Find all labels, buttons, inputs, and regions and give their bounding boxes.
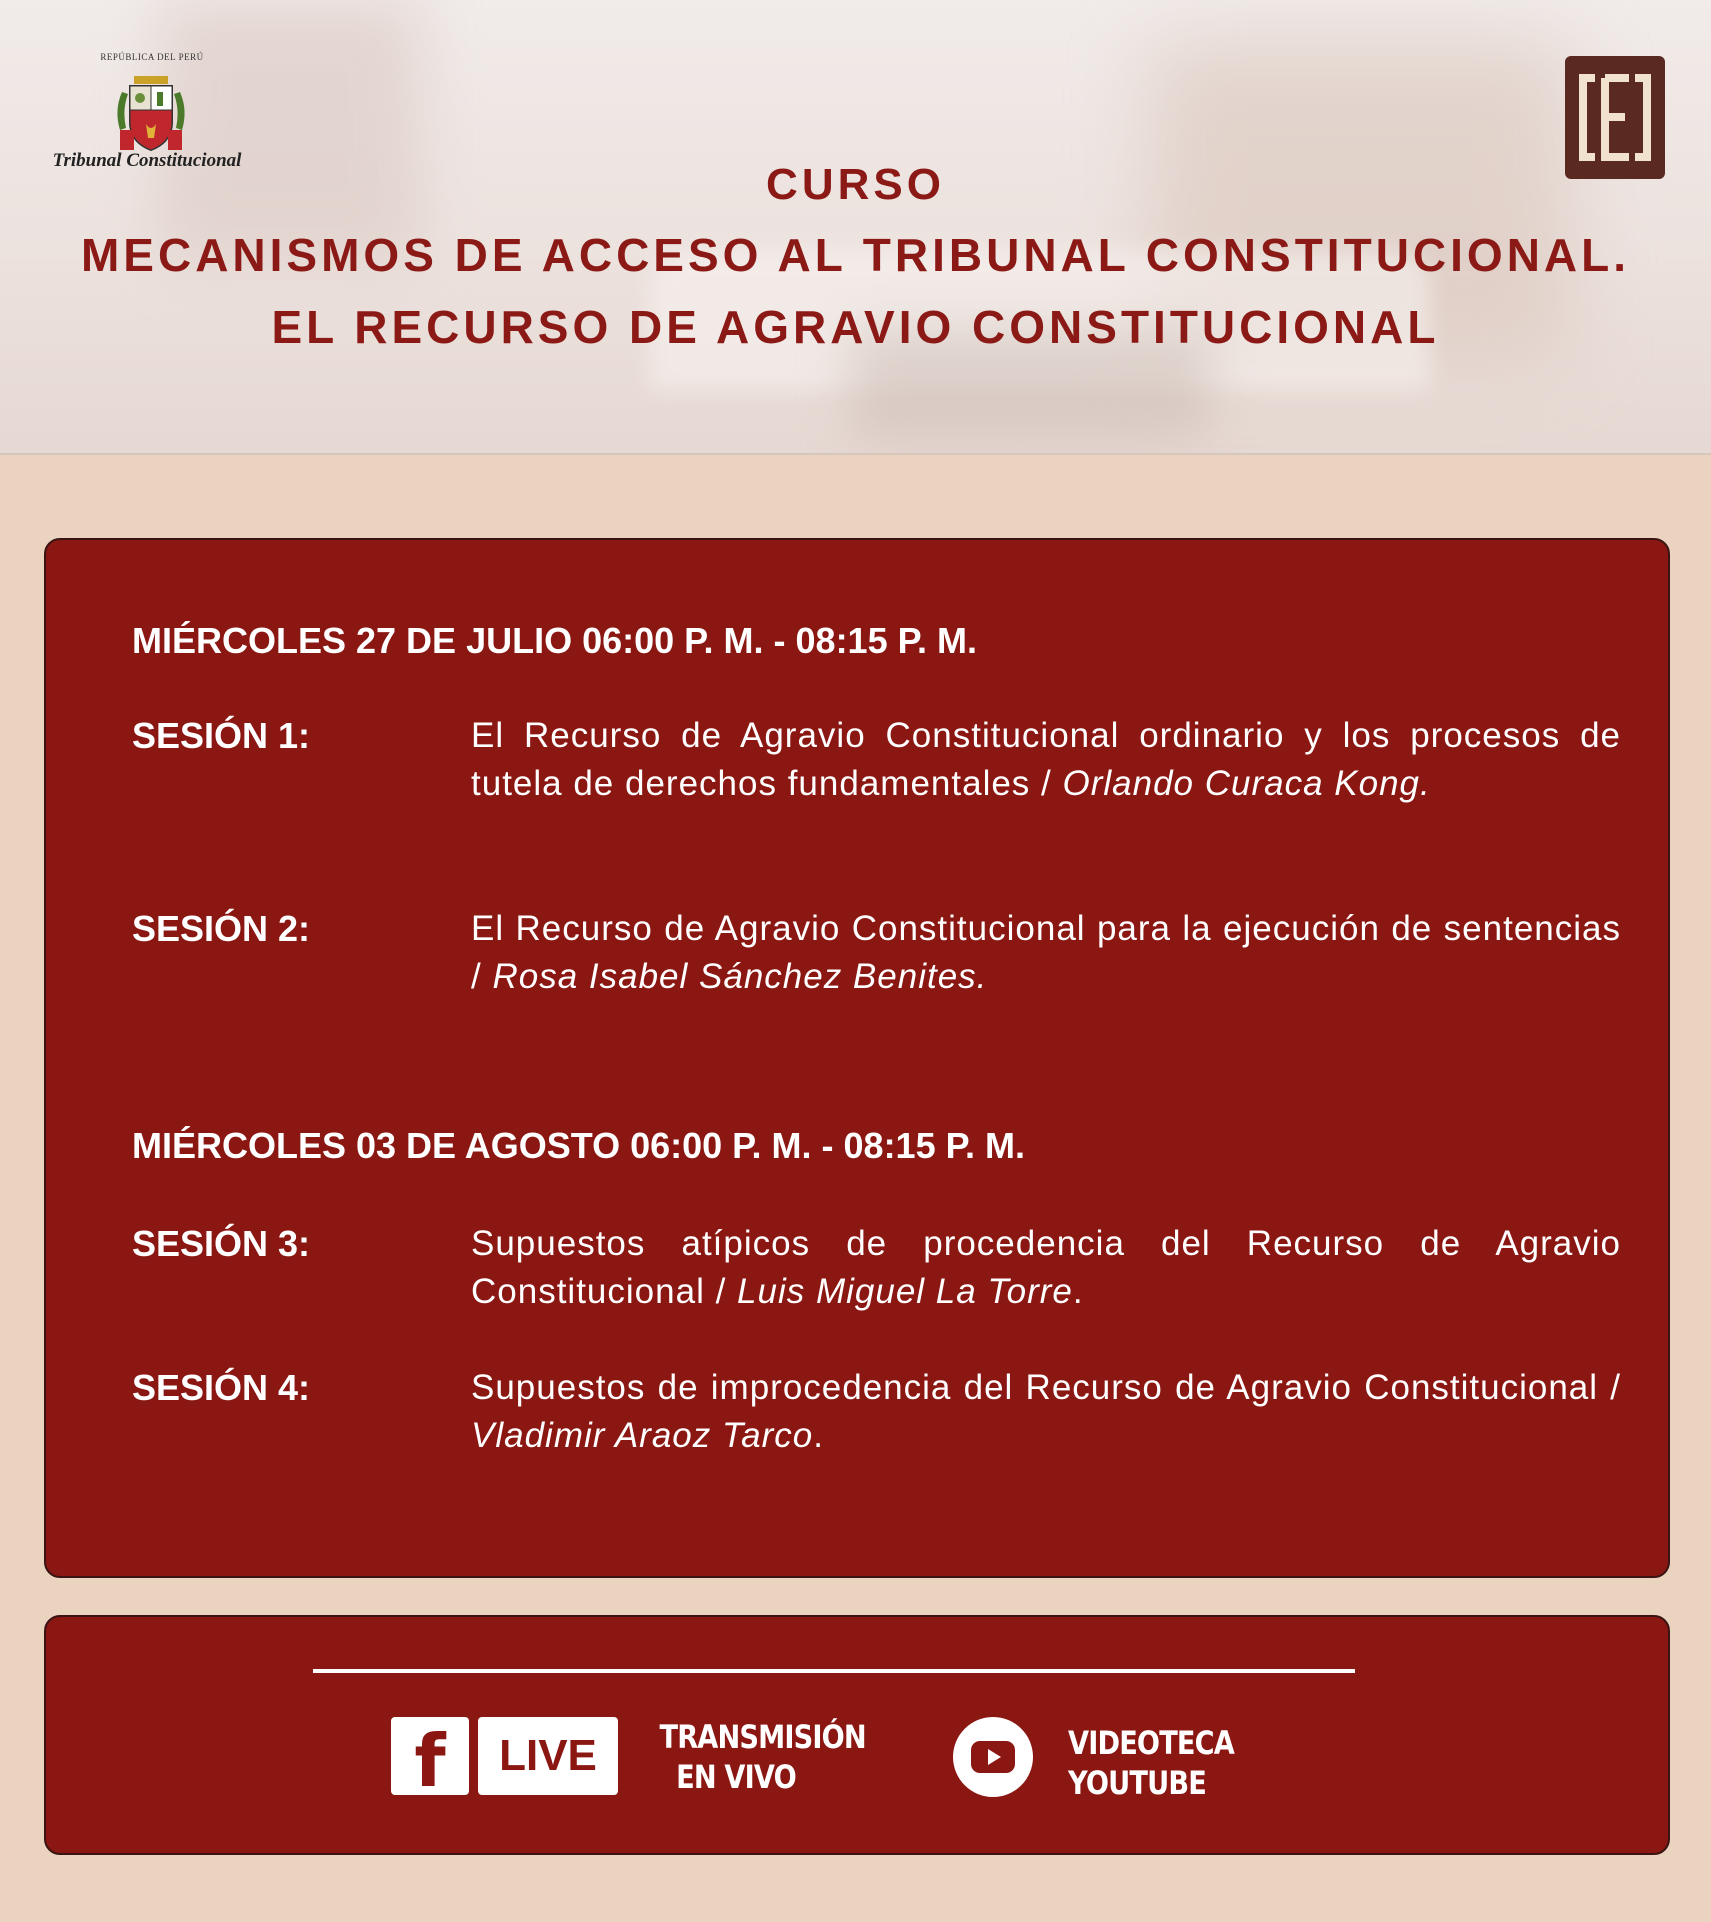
header-banner <box>0 0 1711 455</box>
logo-arc-text: REPÚBLICA DEL PERÚ <box>100 52 204 62</box>
youtube-play-box <box>971 1741 1015 1773</box>
session-description <box>471 1364 1621 1460</box>
course-label: CURSO <box>766 160 945 209</box>
live-stream-line2: EN VIVO <box>676 1758 796 1796</box>
live-stream-line1: TRANSMISIÓN <box>659 1718 866 1756</box>
session-tail: . <box>1072 1272 1084 1311</box>
session-speaker: Luis Miguel La Torre <box>737 1272 1073 1311</box>
session-topic: Supuestos de improcedencia del Recurso de Agravio Constitucional / <box>471 1368 1621 1407</box>
video-library-line1: VIDEOTECA <box>1068 1724 1234 1762</box>
course-title-line1: MECANISMOS DE ACCESO AL TRIBUNAL CONSTITUCIONAL. <box>80 229 1631 281</box>
live-badge[interactable]: LIVE <box>478 1717 618 1795</box>
divider-line <box>313 1669 1355 1673</box>
session-label: SESIÓN 4: <box>132 1367 311 1408</box>
tribunal-constitucional-logo <box>42 52 252 177</box>
session-description <box>471 905 1621 1001</box>
session-topic: El Recurso de Agravio Constitucional para la ejecución de sentencias / <box>471 909 1621 996</box>
facebook-letter: f <box>414 1719 446 1803</box>
session-label: SESIÓN 3: <box>132 1223 311 1264</box>
youtube-icon[interactable] <box>953 1717 1033 1797</box>
live-stream-label <box>659 1717 866 1797</box>
session-speaker: Rosa Isabel Sánchez Benites. <box>492 957 988 996</box>
facebook-icon[interactable] <box>391 1717 469 1803</box>
logo-caption: Tribunal Constitucional <box>52 150 242 171</box>
coat-of-arms-icon <box>112 70 190 160</box>
session-label: SESIÓN 2: <box>132 908 311 949</box>
broadcast-footer-box <box>44 1615 1670 1855</box>
play-icon <box>988 1749 1001 1765</box>
session-speaker: Vladimir Araoz Tarco <box>471 1416 814 1455</box>
video-library-label <box>1068 1723 1234 1803</box>
course-title-line2: EL RECURSO DE AGRAVIO CONSTITUCIONAL <box>271 301 1440 353</box>
program-schedule-box <box>44 538 1670 1578</box>
video-library-line2: YOUTUBE <box>1068 1764 1206 1802</box>
session-label: SESIÓN 1: <box>132 715 311 756</box>
session-topic: El Recurso de Agravio Constitucional ordinario y los procesos de tutela de derechos fundamentales / <box>471 716 1621 803</box>
session-description <box>471 712 1621 808</box>
session-tail: . <box>813 1416 824 1455</box>
session-topic: Supuestos atípicos de procedencia del Recurso de Agravio Constitucional / <box>471 1224 1621 1311</box>
session-speaker: Orlando Curaca Kong. <box>1062 764 1431 803</box>
day-heading: MIÉRCOLES 27 DE JULIO 06:00 P. M. - 08:15 P. M. <box>132 620 977 661</box>
session-description <box>471 1220 1621 1316</box>
day-heading: MIÉRCOLES 03 DE AGOSTO 06:00 P. M. - 08:15 P. M. <box>132 1125 1025 1166</box>
